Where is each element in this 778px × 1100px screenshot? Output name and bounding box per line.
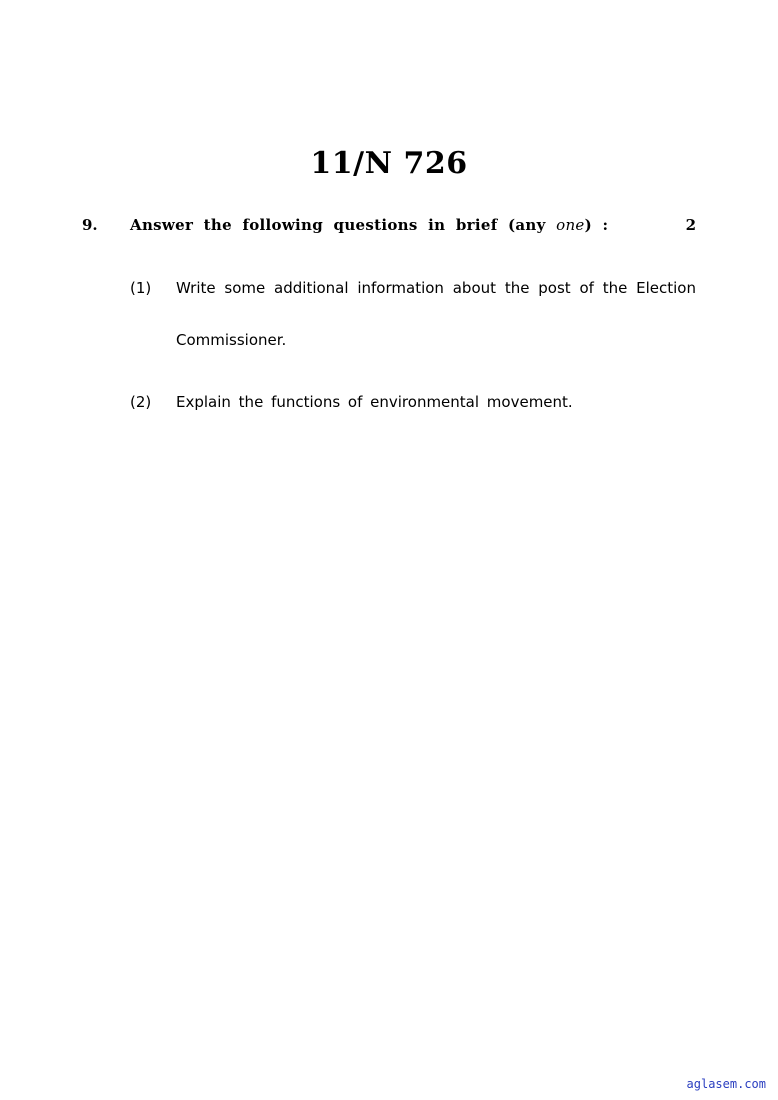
sub-question-text-line: Explain the functions of environmental movement. [176, 393, 573, 411]
question-text [130, 216, 608, 234]
question-9 [82, 216, 696, 238]
sub-question-1 [130, 279, 696, 359]
question-text-start: Answer the following questions in brief (any [130, 216, 557, 234]
question-text-end: ) : [584, 216, 609, 234]
sub-question-number: (2) [130, 393, 152, 411]
sub-question-2 [130, 393, 696, 417]
sub-question-number: (1) [130, 279, 152, 297]
sub-question-text-line: Commissioner. [176, 331, 287, 349]
sub-question-text-line: Write some additional information about the post of the Election [176, 279, 696, 297]
watermark-link[interactable]: aglasem.com [686, 1077, 766, 1091]
question-text-emphasis: one [556, 216, 585, 234]
page-code: 11/N 726 [310, 146, 468, 181]
question-marks: 2 [685, 216, 696, 234]
question-number: 9. [82, 216, 98, 234]
